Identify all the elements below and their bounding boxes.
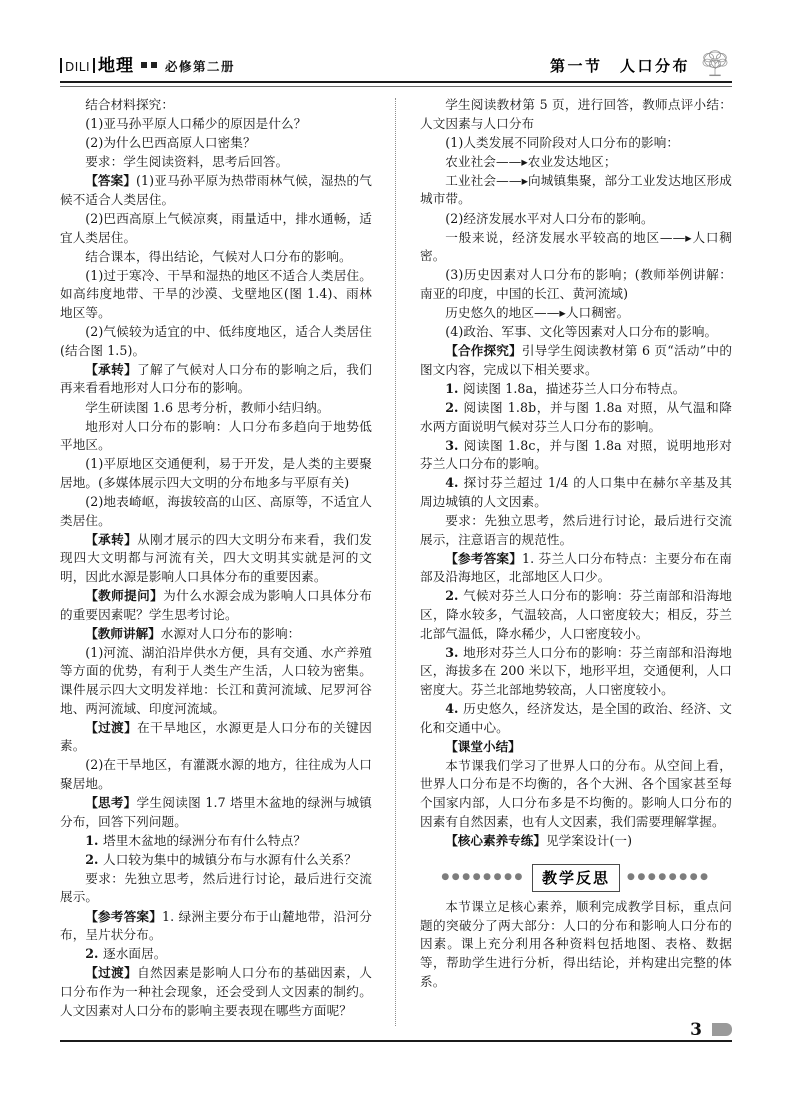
paragraph-class-summary-heading: 【课堂小结】 xyxy=(445,738,521,754)
paragraph-reference-answer: 【参考答案】1. 芬兰人口分布特点：主要分布在南部及沿海地区，北部地区人口少。 xyxy=(420,550,732,585)
left-column xyxy=(60,96,372,1026)
paragraph: (4)政治、军事、文化等因素对人口分布的影响。 xyxy=(445,324,718,340)
page-tab-marker xyxy=(712,1023,732,1036)
paragraph: (1)亚马孙平原人口稀少的原因是什么？ xyxy=(85,116,307,132)
running-header xyxy=(60,40,732,88)
list-item: 2. 逐水面居。 xyxy=(85,946,167,962)
page-footer xyxy=(60,1020,732,1080)
paragraph: 要求：先独立思考，然后进行讨论，最后进行交流展示。 xyxy=(60,870,372,905)
paragraph-cooperative-inquiry: 【合作探究】引导学生阅读教材第 6 页“活动”中的图文内容，完成以下相关要求。 xyxy=(420,343,733,377)
header-section-title: 第一节 人口分布 xyxy=(549,57,690,75)
paragraph-transition: 【承转】从刚才展示的四大文明分布来看，我们发现四大文明都与河流有关，四大文明其实就是河的文明，因此水源是影响人口具体分布的重要因素。 xyxy=(60,531,372,584)
column-divider xyxy=(395,98,396,1026)
teaching-reflection-body: 本节课立足核心素养，顺利完成教学目标，重点问题的突破分了两大部分：人口的分布和影响人口分布的因素。课上充分利用各种资料包括地图、表格、数据等，帮助学生进行分析，得出结论，并构建出完整的体系。 xyxy=(420,899,732,989)
paragraph: (2)气候较为适宜的中、低纬度地区，适合人类居住(结合图 1.5)。 xyxy=(60,324,372,358)
header-rule-glyph-2 xyxy=(93,58,95,73)
paragraph-flow-industrial: 工业社会——▸向城镇集聚，部分工业发达地区形成城市带。 xyxy=(420,172,732,207)
paragraph-class-summary-body: 本节课我们学习了世界人口的分布。从空间上看，世界人口分布是不均衡的，各个大洲、各个国家甚至每个国家内部，人口分布多是不均衡的。影响人口分布的因素有自然因素，也有人文因素，我们需要理解掌握。 xyxy=(420,757,732,829)
paragraph: (1)过于寒冷、干旱和湿热的地区不适合人类居住。如高纬度地带、干旱的沙漠、戈壁地区(图 1.4)、雨林地区等。 xyxy=(60,267,372,321)
paragraph: (1)平原地区交通便利，易于开发，是人类的主要聚居地。(多媒体展示四大文明的分布地多与平原有关) xyxy=(60,456,372,490)
paragraph: (1)河流、湖泊沿岸供水方便，具有交通、水产养殖等方面的优势，有利于人类生产生活，人口较为密集。课件展示四大文明发祥地：长江和黄河流域、尼罗河谷地、两河流域、印度河流域。 xyxy=(60,644,372,716)
header-subject: 地理 xyxy=(98,56,135,76)
paragraph-flow-history: 历史悠久的地区——▸人口稠密。 xyxy=(445,305,630,321)
header-rule-glyph xyxy=(60,58,62,73)
header-section-group xyxy=(550,44,732,78)
header-square-icon-1 xyxy=(141,62,147,68)
paragraph-think: 【思考】学生阅读图 1.7 塔里木盆地的绿洲与城镇分布，回答下列问题。 xyxy=(60,794,373,829)
teaching-reflection-title: 教学反思 xyxy=(532,864,620,892)
paragraph: 结合课本，得出结论，气候对人口分布的影响。 xyxy=(85,248,352,264)
right-column xyxy=(420,96,732,1026)
decorative-dots-right: ●●●●●●●● xyxy=(627,871,711,882)
paragraph: (2)为什么巴西高原人口密集？ xyxy=(85,135,256,151)
paragraph: 学生研读图 1.6 思考分析，教师小结归纳。 xyxy=(85,399,330,415)
page-number: 3 xyxy=(690,1020,702,1040)
list-item: 1. 塔里木盆地的绿洲分布有什么特点？ xyxy=(85,832,307,848)
header-rule-thin xyxy=(60,86,732,87)
header-square-icon-2 xyxy=(151,62,157,68)
list-item: 3. 阅读图 1.8c，并与图 1.8a 对照，说明地形对芬兰人口分布的影响。 xyxy=(420,437,732,472)
paragraph: 要求：学生阅读资料，思考后回答。 xyxy=(85,154,289,170)
paragraph-transition: 【过渡】在干旱地区，水源更是人口分布的关键因素。 xyxy=(60,719,372,754)
paragraph: (2)巴西高原上气候凉爽，雨量适中，排水通畅，适宜人类居住。 xyxy=(60,211,372,245)
list-item: 2. 人口较为集中的城镇分布与水源有什么关系？ xyxy=(85,851,357,867)
page-body xyxy=(60,96,732,1026)
paragraph-flow-agrarian: 农业社会——▸农业发达地区； xyxy=(445,153,617,169)
paragraph-teacher-explain: 【教师讲解】水源对人口分布的影响： xyxy=(85,625,301,641)
list-item: 4. 历史悠久，经济发达，是全国的政治、经济、文化和交通中心。 xyxy=(420,701,732,735)
teaching-reflection-header xyxy=(420,864,732,892)
paragraph: 学生阅读教材第 5 页，进行回答，教师点评小结：人文因素与人口分布 xyxy=(420,97,732,131)
paragraph: (2)地表崎岖，海拔较高的山区、高原等，不适宜人类居住。 xyxy=(60,493,372,528)
paragraph: 要求：先独立思考，然后进行讨论，最后进行交流展示，注意语言的规范性。 xyxy=(420,513,732,547)
header-book-code: DILI xyxy=(65,60,91,74)
paragraph: (2)经济发展水平对人口分布的影响。 xyxy=(445,210,654,226)
paragraph: (2)在干旱地区，有灌溉水源的地方，往往成为人口聚居地。 xyxy=(60,757,372,791)
list-item: 4. 探讨芬兰超过 1/4 的人口集中在赫尔辛基及其周边城镇的人文因素。 xyxy=(420,475,732,509)
list-item: 1. 阅读图 1.8a，描述芬兰人口分布特点。 xyxy=(445,380,686,396)
paragraph: 结合材料探究： xyxy=(85,97,175,112)
footer-rule xyxy=(60,1040,732,1042)
list-item: 2. 阅读图 1.8b，并与图 1.8a 对照，从气温和降水两方面说明气候对芬兰人口分布的影响。 xyxy=(420,400,732,434)
paragraph-flow-economy: 一般来说，经济发展水平较高的地区——▸人口稠密。 xyxy=(420,229,732,264)
paragraph-teacher-question: 【教师提问】为什么水源会成为影响人口具体分布的重要因素呢？学生思考讨论。 xyxy=(60,587,372,622)
list-item: 3. 地形对芬兰人口分布的影响：芬兰南部和沿海地区，海拔多在 200 米以下，地形平坦，交通便利，人口密度大。芬兰北部地势较高，人口密度较小。 xyxy=(420,644,732,697)
decorative-dots-left: ●●●●●●●● xyxy=(441,871,525,882)
paragraph-core-literacy: 【核心素养专练】见学案设计(一) xyxy=(445,832,633,848)
paragraph: 地形对人口分布的影响：人口分布多趋向于地势低平地区。 xyxy=(60,418,372,453)
paragraph: (3)历史因素对人口分布的影响；(教师举例讲解：南亚的印度，中国的长江、黄河流域) xyxy=(420,267,732,301)
header-rule-thick xyxy=(60,81,732,83)
list-item: 2. 气候对芬兰人口分布的影响：芬兰南部和沿海地区，降水较多，气温较高，人口密度较大；相反，芬兰北部气温低，降水稀少，人口密度较小。 xyxy=(420,588,732,641)
header-book-identity xyxy=(60,51,235,76)
tree-logo-icon xyxy=(698,47,732,81)
header-volume: 必修第二册 xyxy=(165,59,236,74)
paragraph-reference-answer: 【参考答案】1. 绿洲主要分布于山麓地带，沿河分布，呈片状分布。 xyxy=(60,908,372,943)
paragraph-transition: 【承转】了解了气候对人口分布的影响之后，我们再来看看地形对人口分布的影响。 xyxy=(60,361,372,396)
paragraph: (1)人类发展不同阶段对人口分布的影响： xyxy=(445,134,680,150)
paragraph-answer: 【答案】(1)亚马孙平原为热带雨林气候，湿热的气候不适合人类居住。 xyxy=(60,173,373,207)
paragraph-transition: 【过渡】自然因素是影响人口分布的基础因素，人口分布作为一种社会现象，还会受到人文因素的制约。人文因素对人口分布的影响主要表现在哪些方面呢？ xyxy=(60,965,372,1018)
